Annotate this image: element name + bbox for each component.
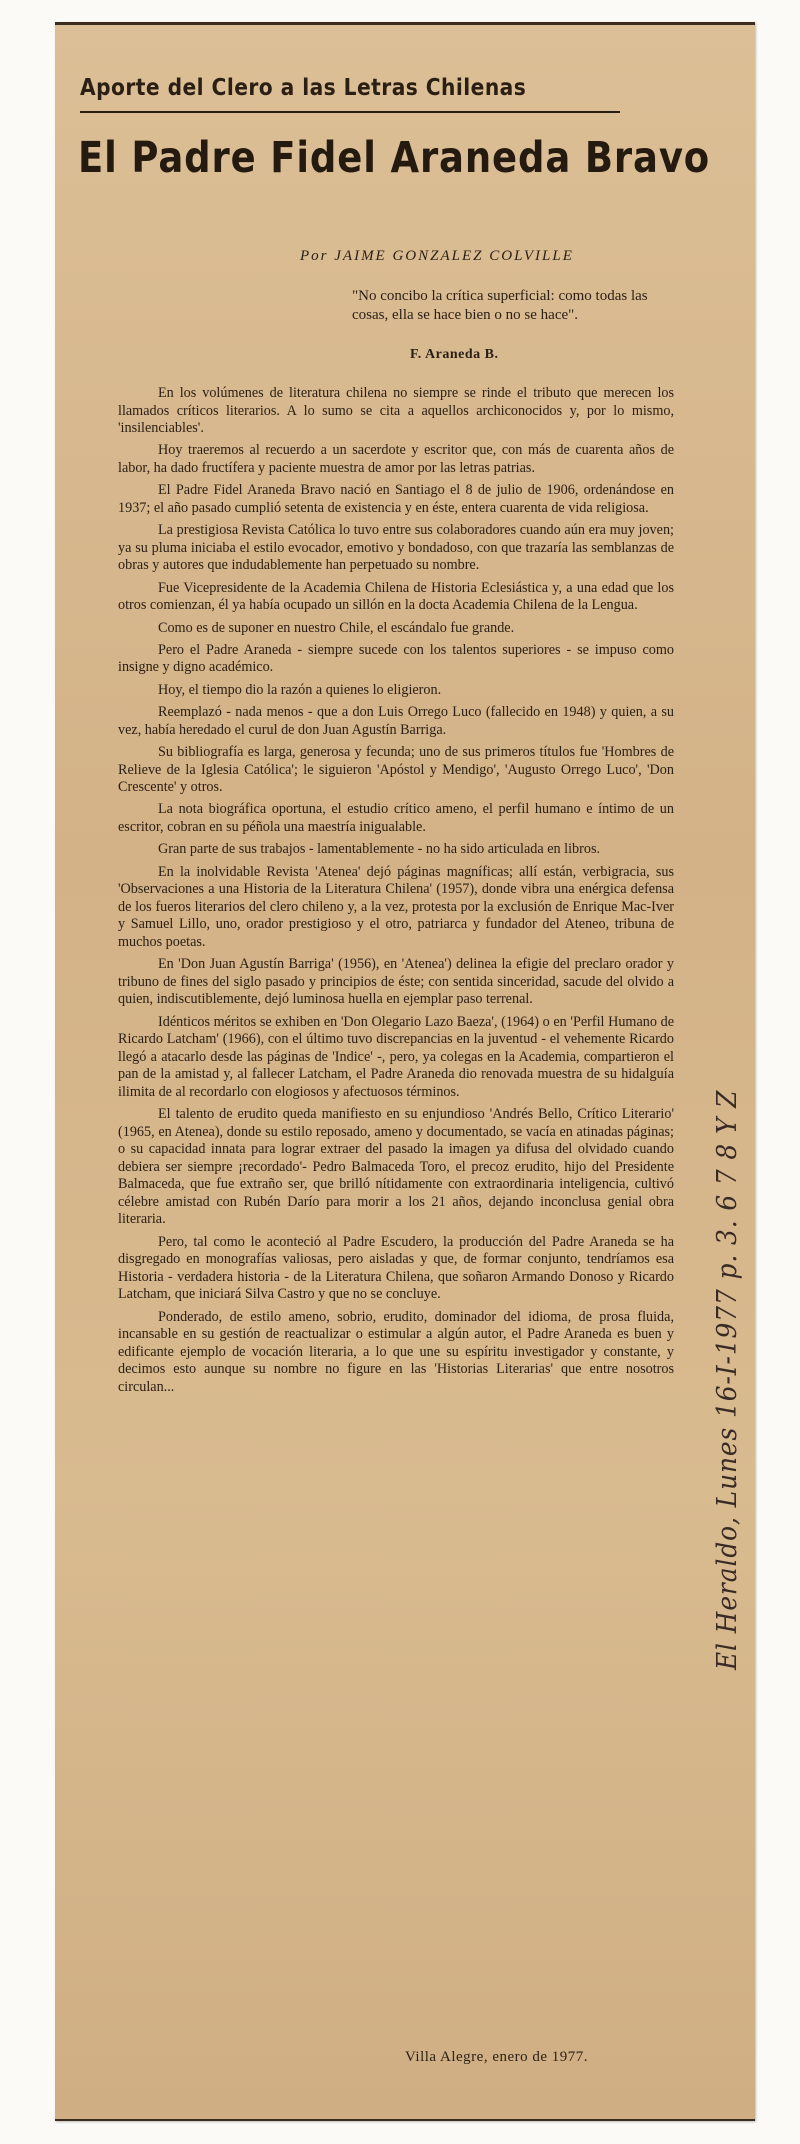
article-headline: El Padre Fidel Araneda Bravo (78, 133, 711, 183)
paragraph: Ponderado, de estilo ameno, sobrio, erudito, dominador del idioma, de prosa fluida, incansable en su gestión de reactualizar o estimular a algún autor, el Padre Araneda es buen y edificante ejemplo de vocación literaria, a lo que une su espíritu investigador y constante, y decimos esto aunque su nombre no figure en las 'Historias Literarias' que entre nosotros circulan... (118, 1308, 674, 1395)
paragraph: La nota biográfica oportuna, el estudio crítico ameno, el perfil humano e íntimo de un escritor, cobran en su péñola una maestría inigualable. (118, 801, 674, 835)
article-byline: Por JAIME GONZALEZ COLVILLE (300, 248, 574, 264)
paragraph: Hoy, el tiempo dio la razón a quienes lo eligieron. (158, 681, 442, 698)
paragraph: Como es de suponer en nuestro Chile, el escándalo fue grande. (158, 619, 515, 636)
epigraph-quote: "No concibo la crítica superficial: como todas las cosas, ella se hace bien o no se hace". (352, 288, 648, 323)
article-signoff: Villa Alegre, enero de 1977. (405, 2049, 589, 2065)
paragraph: Pero el Padre Araneda - siempre sucede con los talentos superiores - se impuso como insigne y digno académico. (118, 641, 674, 676)
paragraph: El Padre Fidel Araneda Bravo nació en Santiago el 8 de julio de 1906, ordenándose en 1937; el año pasado cumplió setenta de existencia y en éste, entera cuarenta de vida religiosa. (118, 482, 674, 516)
paragraph: Idénticos méritos se exhiben en 'Don Olegario Lazo Baeza', (1964) o en 'Perfil Humano de Ricardo Latcham' (1966), con el último tuvo discrepancias en la juventud - el vehemente Ricardo llegó a atacarlo desde las páginas de 'Indice' -, pero, ya colegas en la Academia, compartieron el pan de la amistad y, al fallecer Latcham, el Padre Araneda dio renovada muestra de su hidalguía ilimita de al recordarlo con elogiosos y afectuosos términos. (118, 1013, 674, 1100)
kicker-underline (80, 111, 620, 113)
paragraph: La prestigiosa Revista Católica lo tuvo entre sus colaboradores cuando aún era muy joven; ya su pluma iniciaba el estilo evocador, emotivo y bondadoso, con que trazaría las semblanzas de obras y autores que indudablemente han perpetuado su nombre. (118, 522, 674, 574)
paragraph: Gran parte de sus trabajos - lamentablemente - no ha sido articulada en libros. (158, 841, 601, 858)
paragraph: En la inolvidable Revista 'Atenea' dejó páginas magníficas; allí están, verbigracia, sus 'Observaciones a una Historia de la Literatura Chilena' (1957), donde vibra una enérgica defensa de los fueros literarios del clero chileno y, a la vez, protesta por la exclusión de Enrique Mac-Iver y Samuel Lillo, uno, orador prestigioso y el otro, patriarca y fundador del Ateneo, tribuna de muchos poetas. (118, 863, 674, 950)
paragraph: Pero, tal como le aconteció al Padre Escudero, la producción del Padre Araneda se ha disgregado en monografías valiosas, pero aisladas y que, de formar conjunto, tendríamos esa Historia - verdadera historia - de la Literatura Chilena, que soñaron Armando Donoso y Ricardo Latcham, que iniciará Silva Castro y que no se concluye. (118, 1233, 674, 1303)
paragraph: Su bibliografía es larga, generosa y fecunda; uno de sus primeros títulos fue 'Hombres de Relieve de la Iglesia Católica'; le siguieron 'Apóstol y Mendigo', 'Augusto Orrego Luco', 'Don Crescente' y otros. (118, 744, 674, 796)
paragraph: En 'Don Juan Agustín Barriga' (1956), en 'Atenea') delinea la efigie del preclaro orador y tribuno de fines del siglo pasado y principios de éste; con sentida sinceridad, sacude del olvido a quien, indiscutiblemente, dejó luminosa huella en ejemplar paso terrenal. (118, 956, 674, 1008)
paragraph: El talento de erudito queda manifiesto en su enjundioso 'Andrés Bello, Crítico Literario' (1965, en Atenea), donde su estilo reposado, ameno y documentado, se vacía en atinadas páginas; o su capacidad innata para lograr extraer del pasado la imagen ya difusa del olvidado cuando debiera ser siempre ¡recordado'- Pedro Balmaceda Toro, el precoz erudito, hijo del Presidente Balmaceda, que fue extraño ser, que brilló nítidamente con extraordinaria inteligencia, cultivó célebre amistad con Rubén Darío para morir a los 21 años, dejando inconclusa genial obra literaria. (118, 1106, 674, 1228)
paragraph: Fue Vicepresidente de la Academia Chilena de Historia Eclesiástica y, a una edad que los otros comienzan, él ya había ocupado un sillón en la docta Academia Chilena de la Lengua. (118, 579, 674, 614)
epigraph-author: F. Araneda B. (410, 347, 499, 362)
article-kicker: Aporte del Clero a las Letras Chilenas (80, 75, 527, 101)
paragraph: Hoy traeremos al recuerdo a un sacerdote y escritor que, con más de cuarenta años de labor, ha dado fructífera y paciente muestra de amor por las letras patrias. (118, 442, 674, 476)
handwritten-annotation: El Heraldo, Lunes 16-I-1977 p. 3. 6 7 8 Y Z (712, 1089, 743, 1670)
paragraph: En los volúmenes de literatura chilena no siempre se rinde el tributo que merecen los llamados críticos literarios. A lo sumo se cita a aquellos archiconocidos y, por lo mismo, 'insilenciables'. (118, 385, 674, 437)
article-body (118, 385, 674, 1401)
paragraph: Reemplazó - nada menos - que a don Luis Orrego Luco (fallecido en 1948) y quien, a su vez, había heredado el curul de don Juan Agustín Barriga. (118, 704, 674, 738)
